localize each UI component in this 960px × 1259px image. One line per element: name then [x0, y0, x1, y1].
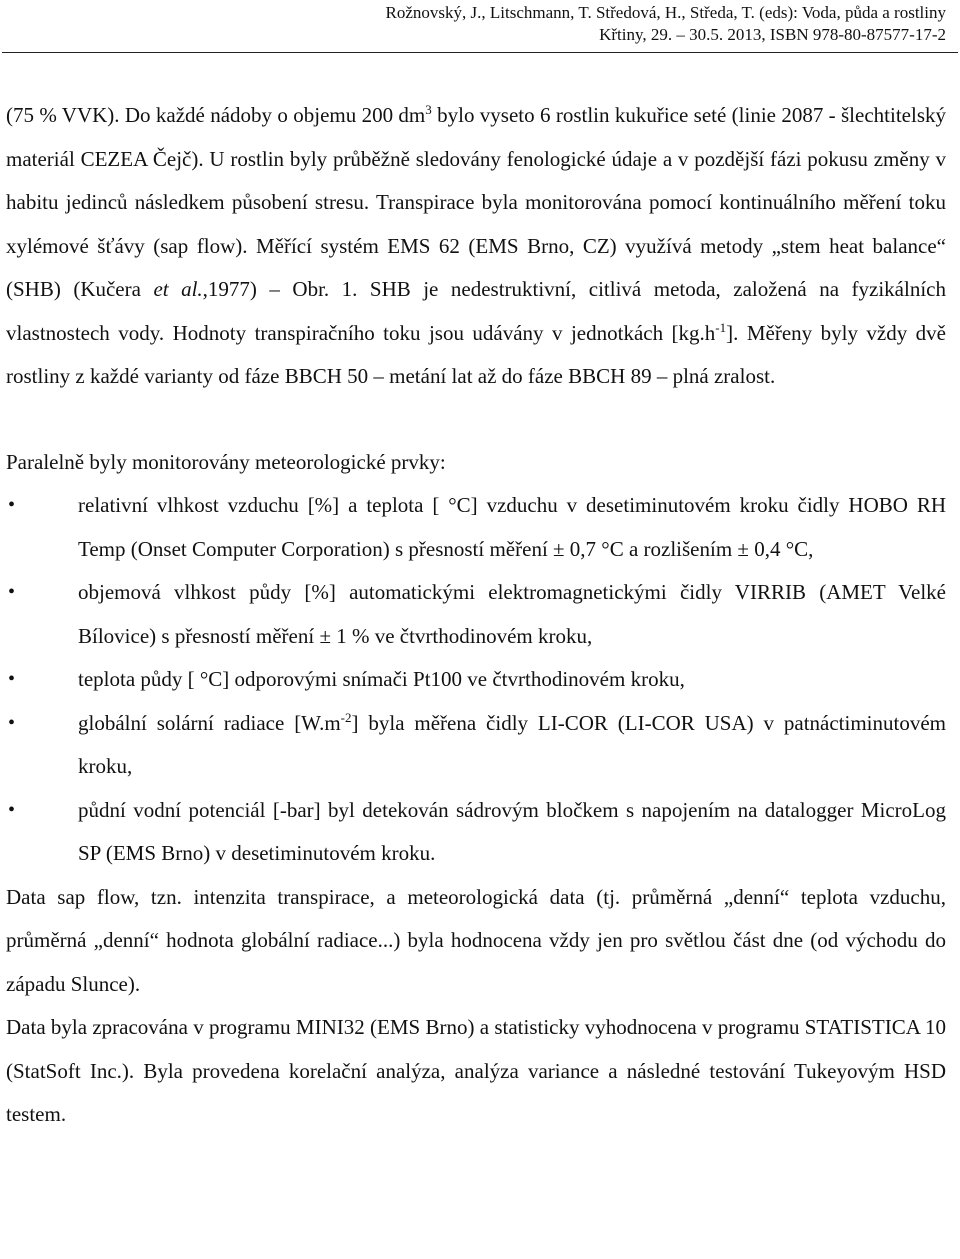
bullet-icon: • — [8, 711, 16, 734]
bullet-icon: • — [8, 581, 16, 603]
text-run: ]. Měřeny byly vždy dvě rostliny z každé varianty od fáze BBCH 50 – metání lat až do fáze BBCH 89 – plná zralost. — [6, 320, 946, 388]
list-item-text: globální solární radiace [W.m — [78, 710, 341, 735]
paragraph-spacer — [6, 399, 946, 441]
header-divider — [2, 52, 958, 53]
text-run: ,1977) – Obr. 1. SHB je nedestruktivní, citlivá metoda, založená na fyzikálních vlastnostech vody. Hodnoty transpiračního toku jsou udávány v jednotkách [kg.h — [6, 277, 946, 345]
bullet-icon: • — [8, 494, 16, 516]
header-venue-isbn: Křtiny, 29. – 30.5. 2013, ISBN 978-80-87577-17-2 — [599, 25, 946, 44]
list-item-text: relativní vlhkost vzduchu [%] a teplota [ °C] vzduchu v desetiminutovém kroku čidly HOBO RH Temp (Onset Computer Corporation) s přesností měření ± 0,7 °C a rozlišením ± 0,4 °C, — [78, 493, 946, 561]
list-item-text: teplota půdy [ °C] odporovými snímači Pt100 ve čtvrthodinovém kroku, — [78, 667, 685, 691]
data-processing-paragraph: Data sap flow, tzn. intenzita transpirace, a meteorologická data (tj. průměrná „denní“ teplota vzduchu, průměrná „denní“ hodnota globální radiace...) byla hodnocena vždy jen pro světlou část dne (od východu do západu Slunce). — [6, 884, 946, 996]
list-item-text: objemová vlhkost půdy [%] automatickými elektromagnetickými čidly VIRRIB (AMET Velké Bílovice) s přesností měření ± 1 % ve čtvrthodinovém kroku, — [78, 580, 946, 648]
bullet-icon: • — [8, 798, 16, 821]
list-item — [6, 484, 946, 571]
running-header — [386, 2, 946, 46]
list-item — [6, 789, 946, 876]
text-run: (75 % VVK). Do každé nádoby o objemu 200 dm — [6, 103, 426, 127]
superscript: -2 — [340, 709, 352, 725]
list-item-text: ] byla měřena čidly LI-COR (LI-COR USA) v patnáctiminutovém kroku, — [78, 710, 946, 778]
superscript: 3 — [425, 102, 432, 117]
list-item — [6, 571, 946, 658]
header-citation: Rožnovský, J., Litschmann, T. Středová, H., Středa, T. (eds): Voda, půda a rostliny — [385, 3, 946, 22]
meteo-intro-paragraph: Paralelně byly monitorovány meteorologické prvky: — [6, 449, 446, 474]
methods-paragraph — [6, 94, 946, 399]
italic-et-al: et al. — [153, 277, 203, 301]
list-item — [6, 702, 946, 789]
meteo-list — [6, 484, 946, 876]
bullet-icon: • — [8, 668, 16, 690]
document-body — [6, 94, 946, 1137]
text-run: bylo vyseto 6 rostlin kukuřice seté (linie 2087 - šlechtitelský materiál CEZEA Čejč). U rostlin byly průběžně sledovány fenologické údaje a v pozdější fázi pokusu změny v habitu jedinců následkem působení stresu. Transpirace byla monitorována pomocí kontinuálního měření toku xylémové šťávy (sap flow). Měřící systém EMS 62 (EMS Brno, CZ) využívá metody „stem heat balance“ (SHB) (Kučera — [6, 103, 946, 301]
statistics-paragraph: Data byla zpracována v programu MINI32 (EMS Brno) a statisticky vyhodnocena v programu STATISTICA 10 (StatSoft Inc.). Byla provedena korelační analýza, analýza variance a následné testování Tukeyovým HSD testem. — [6, 1015, 946, 1126]
list-item-text: půdní vodní potenciál [-bar] byl detekován sádrovým bločkem s napojením na datalogger MicroLog SP (EMS Brno) v desetiminutovém kroku. — [78, 797, 946, 865]
list-item — [6, 658, 946, 702]
superscript: -1 — [715, 319, 727, 335]
